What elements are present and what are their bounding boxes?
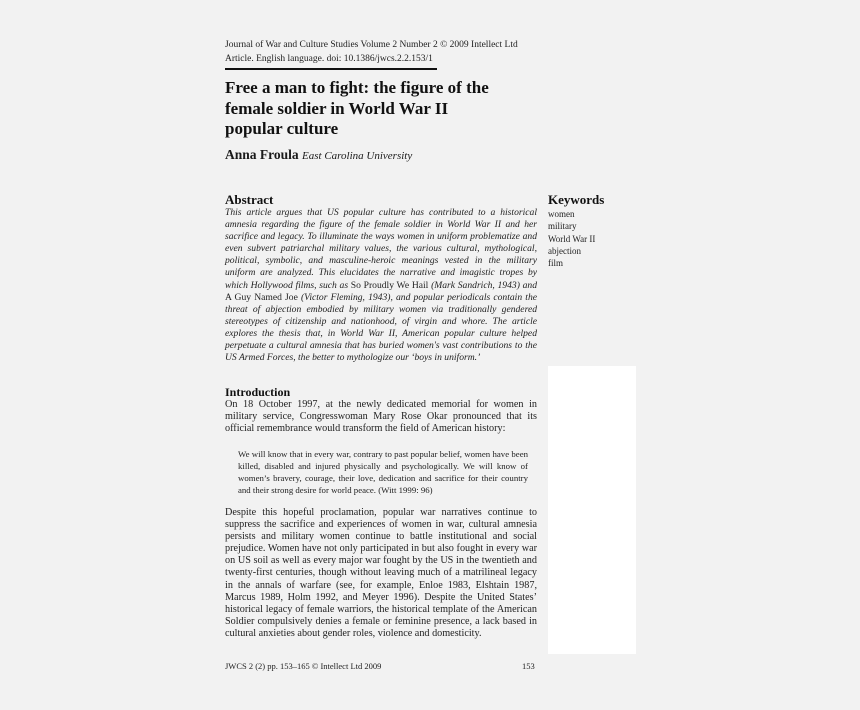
introduction-heading: Introduction xyxy=(225,385,291,399)
abstract-text-part: This article argues that US popular culture has contributed to a historical amnesia regarding the figure of the female soldier in World War II and her sacrifice and legacy. To illuminate the ways women in uniform problematize and even subvert patriarchal military values, the various cultural, mythological, political, symbolic, and masculine-heroic meanings vested in the military uniform are analyzed. This elucidates the narrative and imagistic tropes by which Hollywood films, such as xyxy=(225,207,537,291)
article-line: Article. English language. doi: 10.1386/jwcs.2.2.153/1 xyxy=(225,54,433,64)
keyword: film xyxy=(548,258,563,269)
abstract-heading: Abstract xyxy=(225,192,274,207)
intro-paragraph-1: On 18 October 1997, at the newly dedicated memorial for women in military service, Congresswoman Mary Rose Okar pronounced that its official remembrance would transform the field of American history: xyxy=(225,399,537,435)
sidebar-box xyxy=(548,366,636,654)
title-line: popular culture xyxy=(225,119,339,138)
header-rule xyxy=(225,68,437,70)
keywords-heading: Keywords xyxy=(548,192,605,207)
intro-paragraph-2: Despite this hopeful proclamation, popular war narratives continue to suppress the sacrifice and experiences of women in war, cultural amnesia persists and military women continue to battle institutional and social prejudice. Women have not only participated in but also fought in every war on US soil as well as every major war fought by the US in the twentieth and twenty-first centuries, though without leaving much of a matrilineal legacy in the annals of warfare (see, for example, Enloe 1983, Elshtain 1987, Marcus 1989, Holm 1992, and Meyer 1996). Despite the United States’ historical legacy of female warriors, the historical template of the American Soldier compulsively denies a female or feminine presence, a lack based in cultural anxieties about gender roles, violence and domesticity. xyxy=(225,507,537,639)
author-name: Anna Froula xyxy=(225,147,299,162)
title-line: Free a man to fight: the figure of the xyxy=(225,78,489,97)
keywords-list xyxy=(548,208,595,269)
title-line: female soldier in World War II xyxy=(225,98,449,118)
page-number: 153 xyxy=(522,661,535,671)
keyword: abjection xyxy=(548,245,581,256)
film-title: A Guy Named Joe xyxy=(225,291,298,303)
keyword: World War II xyxy=(548,233,596,244)
abstract-text xyxy=(225,207,537,364)
film-title: So Proudly We Hail xyxy=(350,279,429,291)
footer-citation: JWCS 2 (2) pp. 153–165 © Intellect Ltd 2009 xyxy=(225,661,382,671)
journal-meta xyxy=(225,38,518,66)
article-title xyxy=(225,78,525,140)
keyword: military xyxy=(548,221,577,232)
journal-line: Journal of War and Culture Studies Volume 2 Number 2 © 2009 Intellect Ltd xyxy=(225,40,518,50)
block-quote: We will know that in every war, contrary to past popular belief, women have been killed, disabled and injured physically and psychologically. We will know of women’s bravery, courage, their love, dedication and sacrifice for their country and their strong desire for world peace. (Witt 1999: 96) xyxy=(238,449,528,495)
keyword: women xyxy=(548,209,575,219)
author-affiliation: East Carolina University xyxy=(302,150,413,162)
abstract-text-part: (Mark Sandrich, 1943) and xyxy=(431,279,537,291)
author-line xyxy=(225,147,412,163)
abstract-text-part: (Victor Fleming, 1943), and popular periodicals contain the threat of abjection embodied by military women via traditionally gendered stereotypes of citizenship and nationhood, of virgin and whore. The article explores the thesis that, in World War II, American popular culture helped perpetuate a cultural amnesia that has buried women's vast contributions to the US Armed Forces, the better to mythologize our ‘boys in uniform.’ xyxy=(225,291,538,364)
